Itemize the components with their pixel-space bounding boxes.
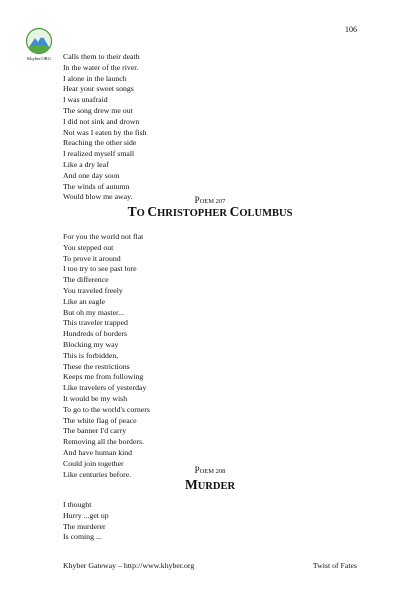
- poem-line: But oh my master...: [63, 307, 125, 317]
- poem-line: The winds of autumn: [63, 181, 130, 191]
- poem-line: Calls them to their death: [63, 52, 140, 61]
- poem-line: The difference: [63, 275, 109, 285]
- poem-line: I thought: [63, 500, 92, 509]
- poem-line: I too try to see past lore: [63, 264, 137, 274]
- footer-source: Khyber Gateway – http://www.khyber.org: [63, 561, 195, 570]
- poem-line: To go to the world's corners: [63, 404, 150, 414]
- poem-line: These the restrictions: [63, 361, 130, 371]
- poem-208-block: [63, 500, 109, 543]
- poem-line: Would blow me away.: [63, 192, 133, 202]
- poem-line: I did not sink and drown: [63, 116, 140, 126]
- poem-line: I was unafraid: [63, 95, 108, 105]
- poem-208-kicker: POEM 208: [194, 465, 226, 475]
- footer-book-title: Twist of Fates: [312, 561, 357, 570]
- poem-line: Hundreds of borders: [63, 329, 128, 339]
- poem-line: The murderer: [63, 521, 106, 531]
- poem-line: You stepped out: [63, 242, 114, 252]
- poem-line: To prove it around: [63, 253, 121, 263]
- poem-line: The song drew me out: [63, 105, 133, 115]
- poem-line: Hear your sweet songs: [63, 84, 134, 94]
- poem-line: Removing all the borders.: [63, 437, 144, 447]
- khyber-logo: [25, 27, 53, 63]
- poem-line: You traveled freely: [63, 285, 123, 295]
- poem-line: Reaching the other side: [63, 138, 137, 148]
- page-number: 106: [345, 25, 357, 34]
- poem-207-kicker: POEM 207: [194, 195, 226, 205]
- poem-208-title: MURDER: [184, 477, 236, 492]
- poem-line: And have human kind: [63, 447, 133, 457]
- poem-207-block: [63, 232, 150, 480]
- poem-line: I alone in the launch: [63, 73, 127, 83]
- poem-line: This traveler trapped: [63, 318, 128, 328]
- poem-line: Like an eagle: [63, 296, 105, 306]
- poem-line: The banner I'd carry: [63, 426, 127, 436]
- poem-line: I realized myself small: [63, 149, 135, 159]
- poem-line: Hurry ...get up: [63, 510, 109, 520]
- poem-line: Is coming ...: [63, 532, 102, 542]
- poem-line: Like travelers of yesterday: [63, 383, 147, 393]
- poem-line: Like a dry leaf: [63, 159, 109, 169]
- poem-line: Blocking my way: [63, 339, 119, 349]
- poem-line: Keeps me from following: [63, 372, 144, 382]
- poem-line: The white flag of peace: [63, 415, 137, 425]
- poem-207-title: TO CHRISTOPHER COLUMBUS: [127, 204, 293, 219]
- khyber-mountain-icon: [25, 27, 53, 55]
- poem-line: In the water of the river.: [63, 62, 139, 72]
- logo-text: Khyber.ORG: [27, 56, 51, 61]
- poem-line: Not was I eaten by the fish: [63, 127, 147, 137]
- poem-line: Could join together: [63, 458, 124, 468]
- poem-line: For you the world not flat: [63, 232, 144, 241]
- poem-line: It would be my wish: [63, 393, 128, 403]
- poem-line: This is forbidden,: [63, 350, 119, 360]
- poem-line: And one day soon: [63, 170, 120, 180]
- poem-line: Like centuries before.: [63, 469, 132, 479]
- intro-poem-block: [63, 52, 147, 203]
